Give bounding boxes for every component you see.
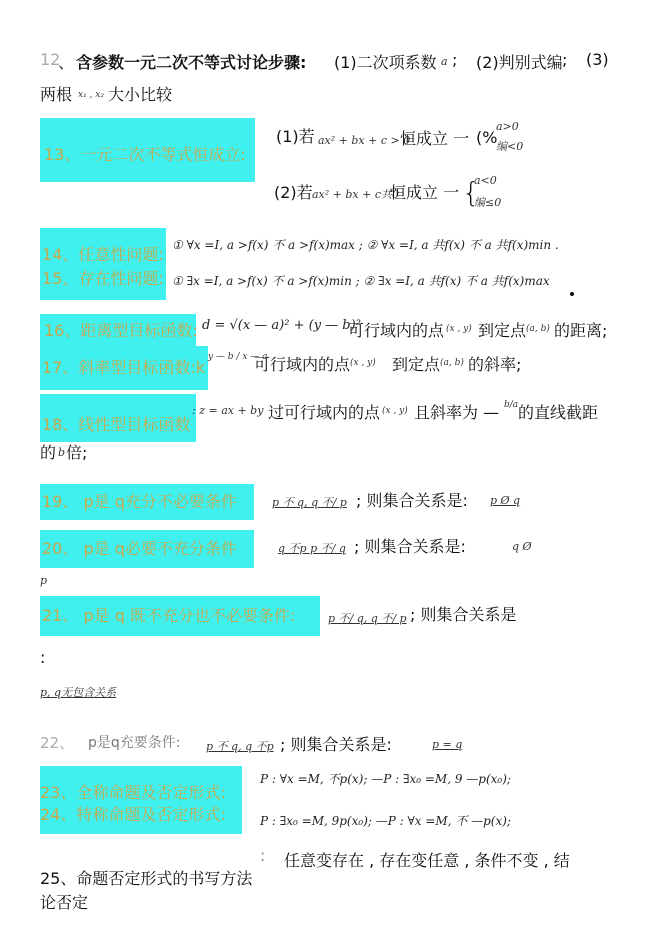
item-13-case1-brace: (%	[476, 128, 498, 147]
item-13-case1-expr: ax² + bx + c > 0	[318, 134, 411, 147]
item-12-step1: (1)二次项系数	[334, 53, 437, 72]
item-24-expr: P : ∃x₀ =M, 9p(x₀); —P : ∀x =M, 不 —p(x);	[260, 814, 511, 828]
item-18-line2-suffix: 倍;	[66, 443, 88, 462]
item-12-semi1: ;	[452, 50, 458, 69]
item-25-colon: :	[260, 846, 266, 865]
item-16-point: (x , y)	[446, 324, 472, 334]
item-25-label: 25、命题否定形式的书写方法	[40, 869, 253, 888]
item-19-label: 19、 p是 q充分不必要条件	[42, 492, 237, 511]
item-21-highlight	[40, 596, 320, 636]
item-12-var-a: a	[441, 55, 448, 68]
item-18-point: (x , y)	[382, 406, 408, 416]
item-13-case1-bottom: 编<0	[496, 140, 524, 153]
item-22-number: 22、	[40, 734, 75, 752]
item-17-label: 17、斜率型目标函数:k	[42, 358, 206, 377]
item-21-text: ; 则集合关系是	[410, 605, 517, 624]
item-13-case1-suffix: 恒成立 一	[400, 129, 470, 148]
item-25-line2: 论否定	[40, 893, 89, 912]
item-20-set: q Ø	[512, 540, 532, 553]
item-14-body: ① ∀x =I, a >f(x) 不 a >f(x)max ; ② ∀x =I, a 共f(x) 不 a 共f(x)min .	[172, 238, 559, 252]
item-16-fixed-point: (a, b)	[526, 324, 550, 334]
item-18-line2-var: b	[58, 446, 66, 459]
item-23-label: 23、全称命题及否定形式:	[40, 783, 226, 802]
item-12-step3: (3)	[586, 50, 609, 69]
item-22-relation: p 不 q, q 不p	[206, 740, 274, 753]
item-23-24-highlight	[40, 766, 242, 834]
item-20-set-line2: p	[40, 574, 48, 587]
item-20-text: ; 则集合关系是:	[354, 537, 466, 556]
item-20-highlight	[40, 530, 254, 568]
item-17-highlight	[40, 346, 208, 390]
item-12-semi2: ;	[562, 50, 568, 69]
item-14-label: 14、任意性问题:	[42, 245, 164, 264]
item-15-label: 15、存在性问题:	[42, 269, 164, 288]
item-25-body: 任意变存在 , 存在变任意 , 条件不变 , 结	[284, 851, 570, 870]
item-24-label: 24、特称命题及否定形式:	[40, 805, 226, 824]
item-16-text3: 的距离;	[554, 321, 608, 340]
item-18-fraction: b/a	[504, 400, 519, 410]
item-13-case2-brace: {	[462, 176, 480, 209]
item-16-text2: 到定点	[478, 321, 527, 340]
item-13-case1-top: a>0	[496, 120, 519, 133]
item-13-case2-expr: ax² + bx + c共0	[312, 188, 399, 201]
item-17-text3: 的斜率;	[468, 355, 522, 374]
item-12-step3-tail: 大小比较	[108, 85, 173, 104]
item-16-expr: d = √(x — a)² + (y — b)²	[202, 318, 361, 333]
item-22-label: p是q充要条件:	[88, 735, 181, 751]
item-22-set: p = q	[432, 738, 463, 751]
item-12-roots: x₁ , x₂	[78, 90, 104, 100]
item-13-label: 13、一元二次不等式恒成立:	[44, 145, 246, 164]
item-23-expr: P : ∀x =M, 不p(x); —P : ∃x₀ =M, 9 —p(x₀);	[260, 772, 511, 786]
item-13-case2-suffix: 恒成立 一	[390, 183, 460, 202]
item-21-relation: p 不/ q, q 不/ p	[328, 612, 407, 625]
item-19-text: ; 则集合关系是:	[356, 491, 468, 510]
item-18-label: 18、线性型目标函数	[42, 415, 191, 434]
item-18-line2-prefix: 的	[40, 443, 57, 462]
item-21-label: 21、 p是 q 既不充分也不必要条件:	[42, 606, 296, 625]
item-12-number: 12	[40, 50, 61, 69]
item-18-text3: 的直线截距	[518, 403, 599, 422]
item-13-case2-top: a<0	[474, 174, 497, 187]
item-13-case1-prefix: (1)若	[276, 127, 315, 146]
item-16-text1: 可行域内的点	[348, 321, 445, 340]
item-16-label: 16、距离型目标函数:	[44, 321, 198, 340]
item-12-step3-text: 两根	[40, 85, 73, 104]
item-18-highlight	[40, 394, 196, 442]
item-13-case2-prefix: (2)若	[274, 183, 313, 202]
item-21-colon: :	[40, 648, 46, 667]
item-17-text2: 到定点	[392, 355, 441, 374]
item-19-set: p Ø q	[490, 494, 521, 507]
item-17-fraction: y — b / x — a	[208, 352, 268, 362]
item-15-body: ① ∃x =I, a >f(x) 不 a >f(x)min ; ② ∃x =I, a 共f(x) 不 a 共f(x)max	[172, 274, 550, 288]
item-17-point: (x , y)	[350, 358, 376, 368]
item-17-text1: 可行域内的点	[254, 355, 351, 374]
item-22-text: ; 则集合关系是:	[280, 735, 392, 754]
item-12-step2: (2)判别式编	[476, 53, 563, 72]
item-20-relation: q 不p p 不/ q	[278, 542, 346, 555]
item-19-relation: p 不 q, q 不/ p	[272, 496, 347, 509]
item-17-fixed-point: (a, b)	[440, 358, 464, 368]
item-18-text1: 过可行域内的点	[268, 403, 381, 422]
item-18-text2: 且斜率为 —	[414, 403, 500, 422]
item-20-label: 20、 p是 q必要不充分条件	[42, 539, 237, 558]
item-19-highlight	[40, 484, 254, 520]
stray-dot	[570, 292, 574, 296]
item-12-heading: 含参数一元二次不等式讨论步骤:	[76, 53, 307, 72]
item-14-15-highlight	[40, 228, 166, 300]
item-12-sep: 、	[58, 53, 75, 72]
item-13-highlight	[40, 118, 255, 182]
item-18-expr: : z = ax + by	[192, 404, 264, 417]
item-21-relation2: p, q无包含关系	[40, 686, 117, 699]
item-13-case2-bottom: 编≤0	[474, 196, 502, 209]
item-16-highlight	[40, 314, 196, 348]
